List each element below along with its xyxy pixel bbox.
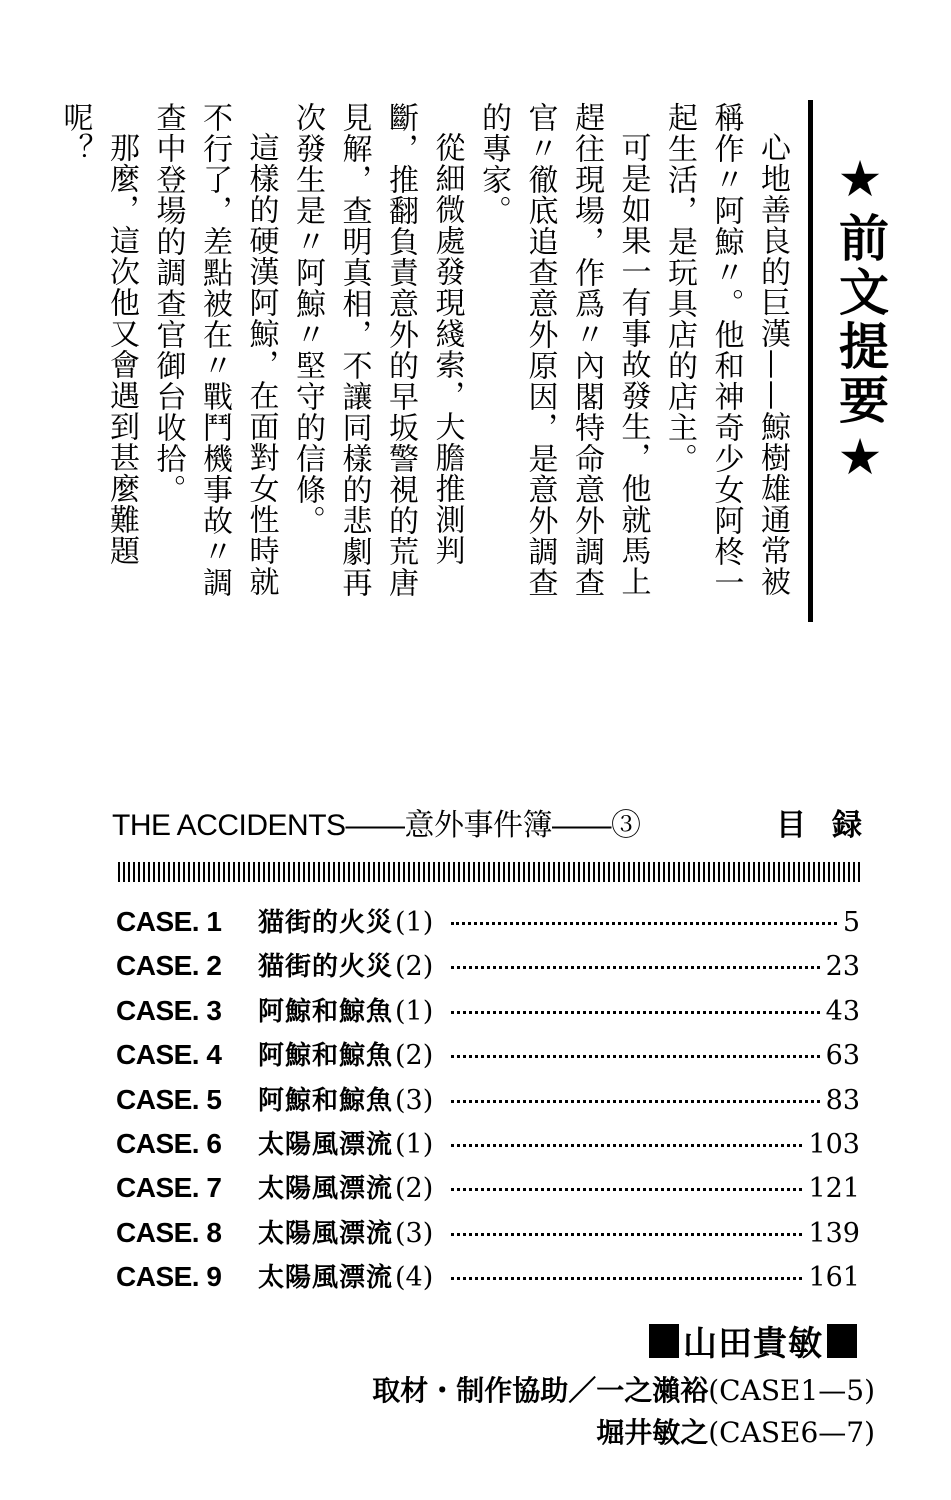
case-part: (1)	[395, 1128, 434, 1160]
dot-leader	[451, 1100, 819, 1103]
toc-entry	[116, 1257, 860, 1301]
page-number: 23	[825, 951, 860, 983]
case-part: (2)	[395, 1173, 434, 1205]
synopsis-divider	[808, 100, 813, 622]
toc-header	[112, 800, 888, 844]
credits	[372, 1370, 875, 1454]
dot-leader	[451, 1277, 802, 1280]
synopsis-title: ★前文提要★	[831, 150, 889, 490]
synopsis-paragraph-3: 從細微處發現綫索，大膽推測判斷，推翻負責意外的早坂警視的荒唐見解，查明真相，不讓同樣的悲劇再次發生是〃阿鯨〃堅守的信條。	[290, 102, 465, 598]
synopsis-paragraph-1: 心地善良的巨漢——鯨樹雄通常被稱作〃阿鯨〃。他和神奇少女阿柊一起生活，是玩具店的店主。	[662, 102, 790, 598]
case-number: CASE. 8	[116, 1216, 222, 1248]
toc-entry	[116, 1124, 860, 1168]
case-title: 猫街的火災	[258, 952, 394, 983]
dot-leader	[451, 1011, 819, 1014]
case-number: CASE. 3	[116, 994, 222, 1026]
synopsis-paragraph-2: 可是如果一有事故發生，他就馬上趕往現場，作爲〃內閣特命意外調查官〃徹底追查意外原因，是意外調查的專家。	[476, 102, 651, 598]
case-number: CASE. 6	[116, 1127, 222, 1159]
toc-entry	[116, 1213, 860, 1257]
assist-name-1: 一之瀨裕	[596, 1374, 709, 1407]
toc-entry	[116, 1168, 860, 1212]
toc-entry	[116, 991, 860, 1035]
case-number: CASE. 5	[116, 1083, 222, 1115]
assist-name-2: 堀井敏之	[596, 1416, 709, 1449]
author-line	[649, 1316, 857, 1365]
toc-list	[116, 902, 860, 1302]
page-number: 5	[842, 907, 860, 938]
series-title: THE ACCIDENTS——意外事件簿——③	[112, 809, 641, 842]
case-title: 太陽風漂流	[258, 1218, 394, 1249]
assist-range-2: (CASE6—7)	[708, 1416, 875, 1449]
page-number: 63	[825, 1040, 860, 1072]
case-number: CASE. 1	[116, 906, 222, 937]
toc-label: 目録	[776, 808, 888, 843]
toc-entry	[116, 902, 860, 946]
synopsis-paragraph-5: 那麼，這次他又會遇到甚麼難題呢？	[57, 102, 139, 566]
toc-entry	[116, 1080, 860, 1124]
case-title: 猫街的火災	[258, 908, 394, 938]
synopsis-paragraph-4: 這樣的硬漢阿鯨，在面對女性時就不行了，差點被在〃戰鬥機事故〃調查中登場的調查官御台收拾。	[150, 102, 279, 598]
case-part: (3)	[395, 1217, 434, 1249]
page-number: 43	[825, 995, 860, 1027]
case-number: CASE. 2	[116, 950, 222, 982]
dot-leader	[451, 1233, 802, 1236]
credit-line-1	[372, 1370, 875, 1412]
dot-leader	[451, 1144, 802, 1147]
case-title: 阿鯨和鯨魚	[258, 1085, 394, 1116]
dot-leader	[451, 966, 819, 969]
author-name: 山田貴敏	[683, 1324, 823, 1364]
case-title: 太陽風漂流	[258, 1174, 394, 1205]
case-part: (3)	[395, 1084, 434, 1116]
page-number: 161	[808, 1262, 860, 1294]
dot-leader	[451, 922, 837, 925]
page-number: 121	[808, 1173, 860, 1205]
toc-entry	[116, 946, 860, 990]
assist-range-1: (CASE1—5)	[708, 1374, 875, 1407]
synopsis-body	[51, 102, 795, 622]
case-title: 阿鯨和鯨魚	[258, 996, 394, 1027]
case-number: CASE. 9	[116, 1261, 222, 1293]
case-number: CASE. 4	[116, 1039, 222, 1071]
case-title: 阿鯨和鯨魚	[258, 1041, 394, 1072]
page-number: 83	[825, 1084, 860, 1116]
dot-leader	[451, 1188, 802, 1191]
page-number: 103	[808, 1128, 860, 1160]
square-marker	[827, 1324, 857, 1358]
square-marker	[649, 1324, 679, 1358]
case-part: (4)	[395, 1262, 434, 1294]
case-title: 太陽風漂流	[258, 1263, 394, 1294]
credit-line-2	[372, 1412, 875, 1454]
case-number: CASE. 7	[116, 1172, 222, 1204]
assist-label: 取材・制作協助／	[372, 1374, 597, 1407]
toc-entry	[116, 1035, 860, 1079]
dot-leader	[451, 1055, 819, 1058]
hatched-divider	[118, 862, 861, 882]
case-part: (2)	[395, 1040, 434, 1072]
case-part: (2)	[395, 951, 434, 983]
case-part: (1)	[395, 995, 434, 1027]
case-part: (1)	[395, 907, 434, 938]
case-title: 太陽風漂流	[258, 1129, 394, 1160]
page-number: 139	[808, 1217, 860, 1249]
